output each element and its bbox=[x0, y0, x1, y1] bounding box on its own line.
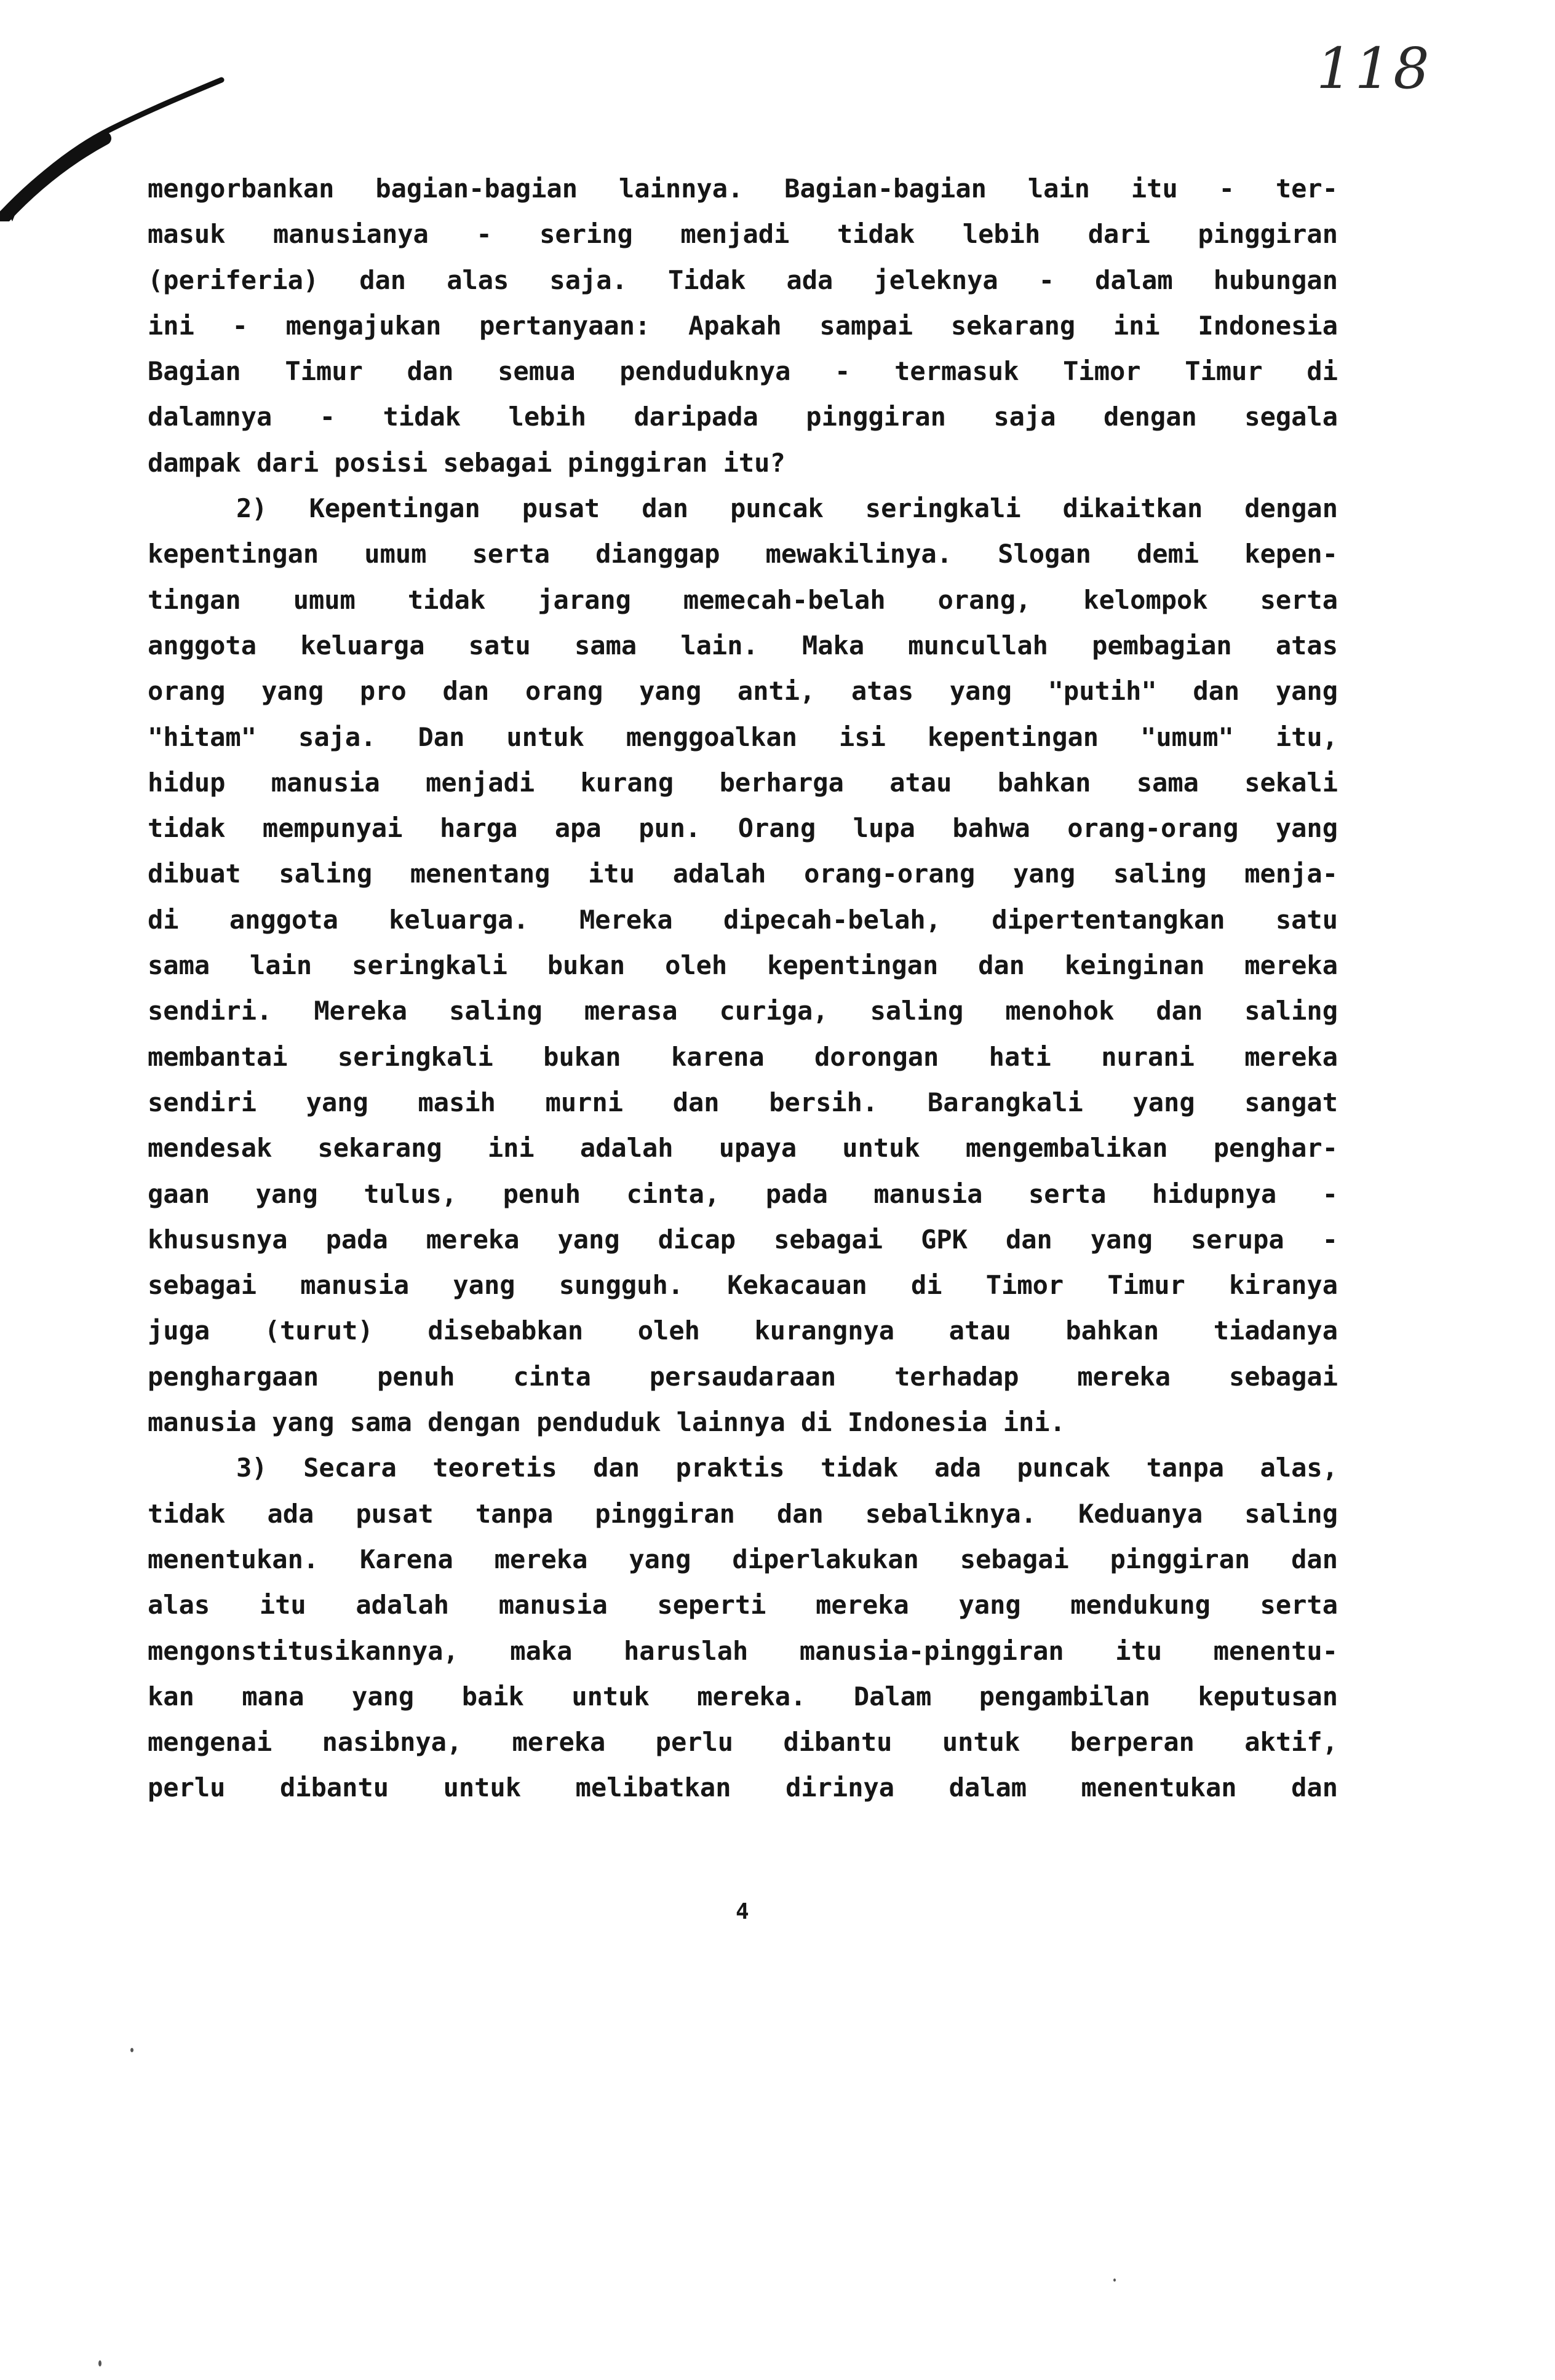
page-number: 4 bbox=[736, 1899, 749, 1924]
handwritten-page-number: 118 bbox=[1316, 36, 1432, 101]
text-line: dampak dari posisi sebagai pinggiran itu? bbox=[148, 447, 785, 478]
scan-speck bbox=[130, 2048, 133, 2052]
text-line: gaan yang tulus, penuh cinta, pada manusia serta hidupnya - bbox=[148, 1178, 1338, 1209]
text-line: anggota keluarga satu sama lain. Maka muncullah pembagian atas bbox=[148, 630, 1338, 660]
text-line: Bagian Timur dan semua penduduknya - termasuk Timor Timur di bbox=[148, 356, 1338, 387]
text-line: mengorbankan bagian-bagian lainnya. Bagian-bagian lain itu - ter- bbox=[148, 173, 1338, 204]
text-line: (periferia) dan alas saja. Tidak ada jeleknya - dalam hubungan bbox=[148, 264, 1338, 295]
text-line: dalamnya - tidak lebih daripada pinggiran saja dengan segala bbox=[148, 402, 1338, 432]
text-line: alas itu adalah manusia seperti mereka yang mendukung serta bbox=[148, 1590, 1338, 1620]
paragraph-3-first-line: 3) Secara teoretis dan praktis tidak ada puncak tanpa alas, bbox=[236, 1453, 1338, 1483]
text-line: kan mana yang baik untuk mereka. Dalam pengambilan keputusan bbox=[148, 1681, 1338, 1712]
text-line: sendiri. Mereka saling merasa curiga, saling menohok dan saling bbox=[148, 996, 1338, 1026]
text-line: penghargaan penuh cinta persaudaraan terhadap mereka sebagai bbox=[148, 1361, 1338, 1392]
text-line: tidak mempunyai harga apa pun. Orang lupa bahwa orang-orang yang bbox=[148, 813, 1338, 844]
scan-speck bbox=[98, 2360, 101, 2366]
scan-speck bbox=[1113, 2279, 1116, 2282]
text-line: "hitam" saja. Dan untuk menggoalkan isi kepentingan "umum" itu, bbox=[148, 721, 1338, 752]
text-line: perlu dibantu untuk melibatkan dirinya dalam menentukan dan bbox=[148, 1772, 1338, 1803]
text-line: sama lain seringkali bukan oleh kepentingan dan keinginan mereka bbox=[148, 950, 1338, 981]
text-line: mengenai nasibnya, mereka perlu dibantu untuk berperan aktif, bbox=[148, 1727, 1338, 1758]
paragraph-2-first-line: 2) Kepentingan pusat dan puncak seringkali dikaitkan dengan bbox=[236, 493, 1338, 524]
text-line: menentukan. Karena mereka yang diperlakukan sebagai pinggiran dan bbox=[148, 1544, 1338, 1574]
text-line: dibuat saling menentang itu adalah orang-orang yang saling menja- bbox=[148, 859, 1338, 889]
text-line: tingan umum tidak jarang memecah-belah orang, kelompok serta bbox=[148, 584, 1338, 615]
text-line: kepentingan umum serta dianggap mewakilinya. Slogan demi kepen- bbox=[148, 539, 1338, 569]
text-line: juga (turut) disebabkan oleh kurangnya atau bahkan tiadanya bbox=[148, 1315, 1338, 1346]
text-line: sendiri yang masih murni dan bersih. Barangkali yang sangat bbox=[148, 1087, 1338, 1117]
text-line: di anggota keluarga. Mereka dipecah-belah, dipertentangkan satu bbox=[148, 904, 1338, 935]
text-line: orang yang pro dan orang yang anti, atas yang "putih" dan yang bbox=[148, 676, 1338, 707]
text-line: membantai seringkali bukan karena dorongan hati nurani mereka bbox=[148, 1041, 1338, 1072]
text-line: hidup manusia menjadi kurang berharga atau bahkan sama sekali bbox=[148, 767, 1338, 798]
text-line: mengonstitusikannya, maka haruslah manusia-pinggiran itu menentu- bbox=[148, 1635, 1338, 1666]
text-line: masuk manusianya - sering menjadi tidak lebih dari pinggiran bbox=[148, 219, 1338, 250]
text-line: manusia yang sama dengan penduduk lainnya di Indonesia ini. bbox=[148, 1407, 1065, 1438]
body-text bbox=[148, 166, 1338, 1811]
text-line: khususnya pada mereka yang dicap sebagai GPK dan yang serupa - bbox=[148, 1224, 1338, 1255]
text-line: mendesak sekarang ini adalah upaya untuk mengembalikan penghar- bbox=[148, 1133, 1338, 1164]
text-line: tidak ada pusat tanpa pinggiran dan sebaliknya. Keduanya saling bbox=[148, 1498, 1338, 1529]
text-line: sebagai manusia yang sungguh. Kekacauan di Timor Timur kiranya bbox=[148, 1270, 1338, 1301]
text-line: ini - mengajukan pertanyaan: Apakah sampai sekarang ini Indonesia bbox=[148, 310, 1338, 341]
